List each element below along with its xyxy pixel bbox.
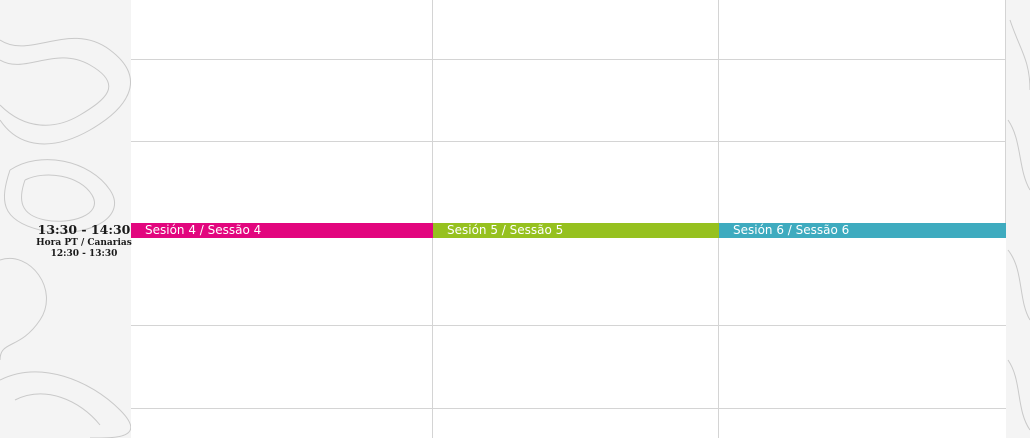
column-divider (432, 0, 433, 223)
row-divider (131, 59, 1006, 60)
row-divider (131, 408, 1006, 409)
session-5-bar: Sesión 5 / Sessão 5 (433, 223, 719, 238)
session-4-bar: Sesión 4 / Sessão 4 (131, 223, 433, 238)
time-sub-value: 12:30 - 13:30 (50, 249, 118, 259)
column-divider (718, 0, 719, 223)
session-6-bar: Sesión 6 / Sessão 6 (719, 223, 1006, 238)
column-divider (432, 238, 433, 438)
panel-right-edge (1005, 0, 1006, 223)
time-main: 13:30 - 14:30 (37, 222, 131, 237)
time-sub-label: Hora PT / Canarias (36, 238, 132, 248)
column-divider (718, 238, 719, 438)
row-divider (131, 325, 1006, 326)
time-slot (28, 222, 140, 260)
schedule-panel (131, 0, 1006, 438)
row-divider (131, 141, 1006, 142)
